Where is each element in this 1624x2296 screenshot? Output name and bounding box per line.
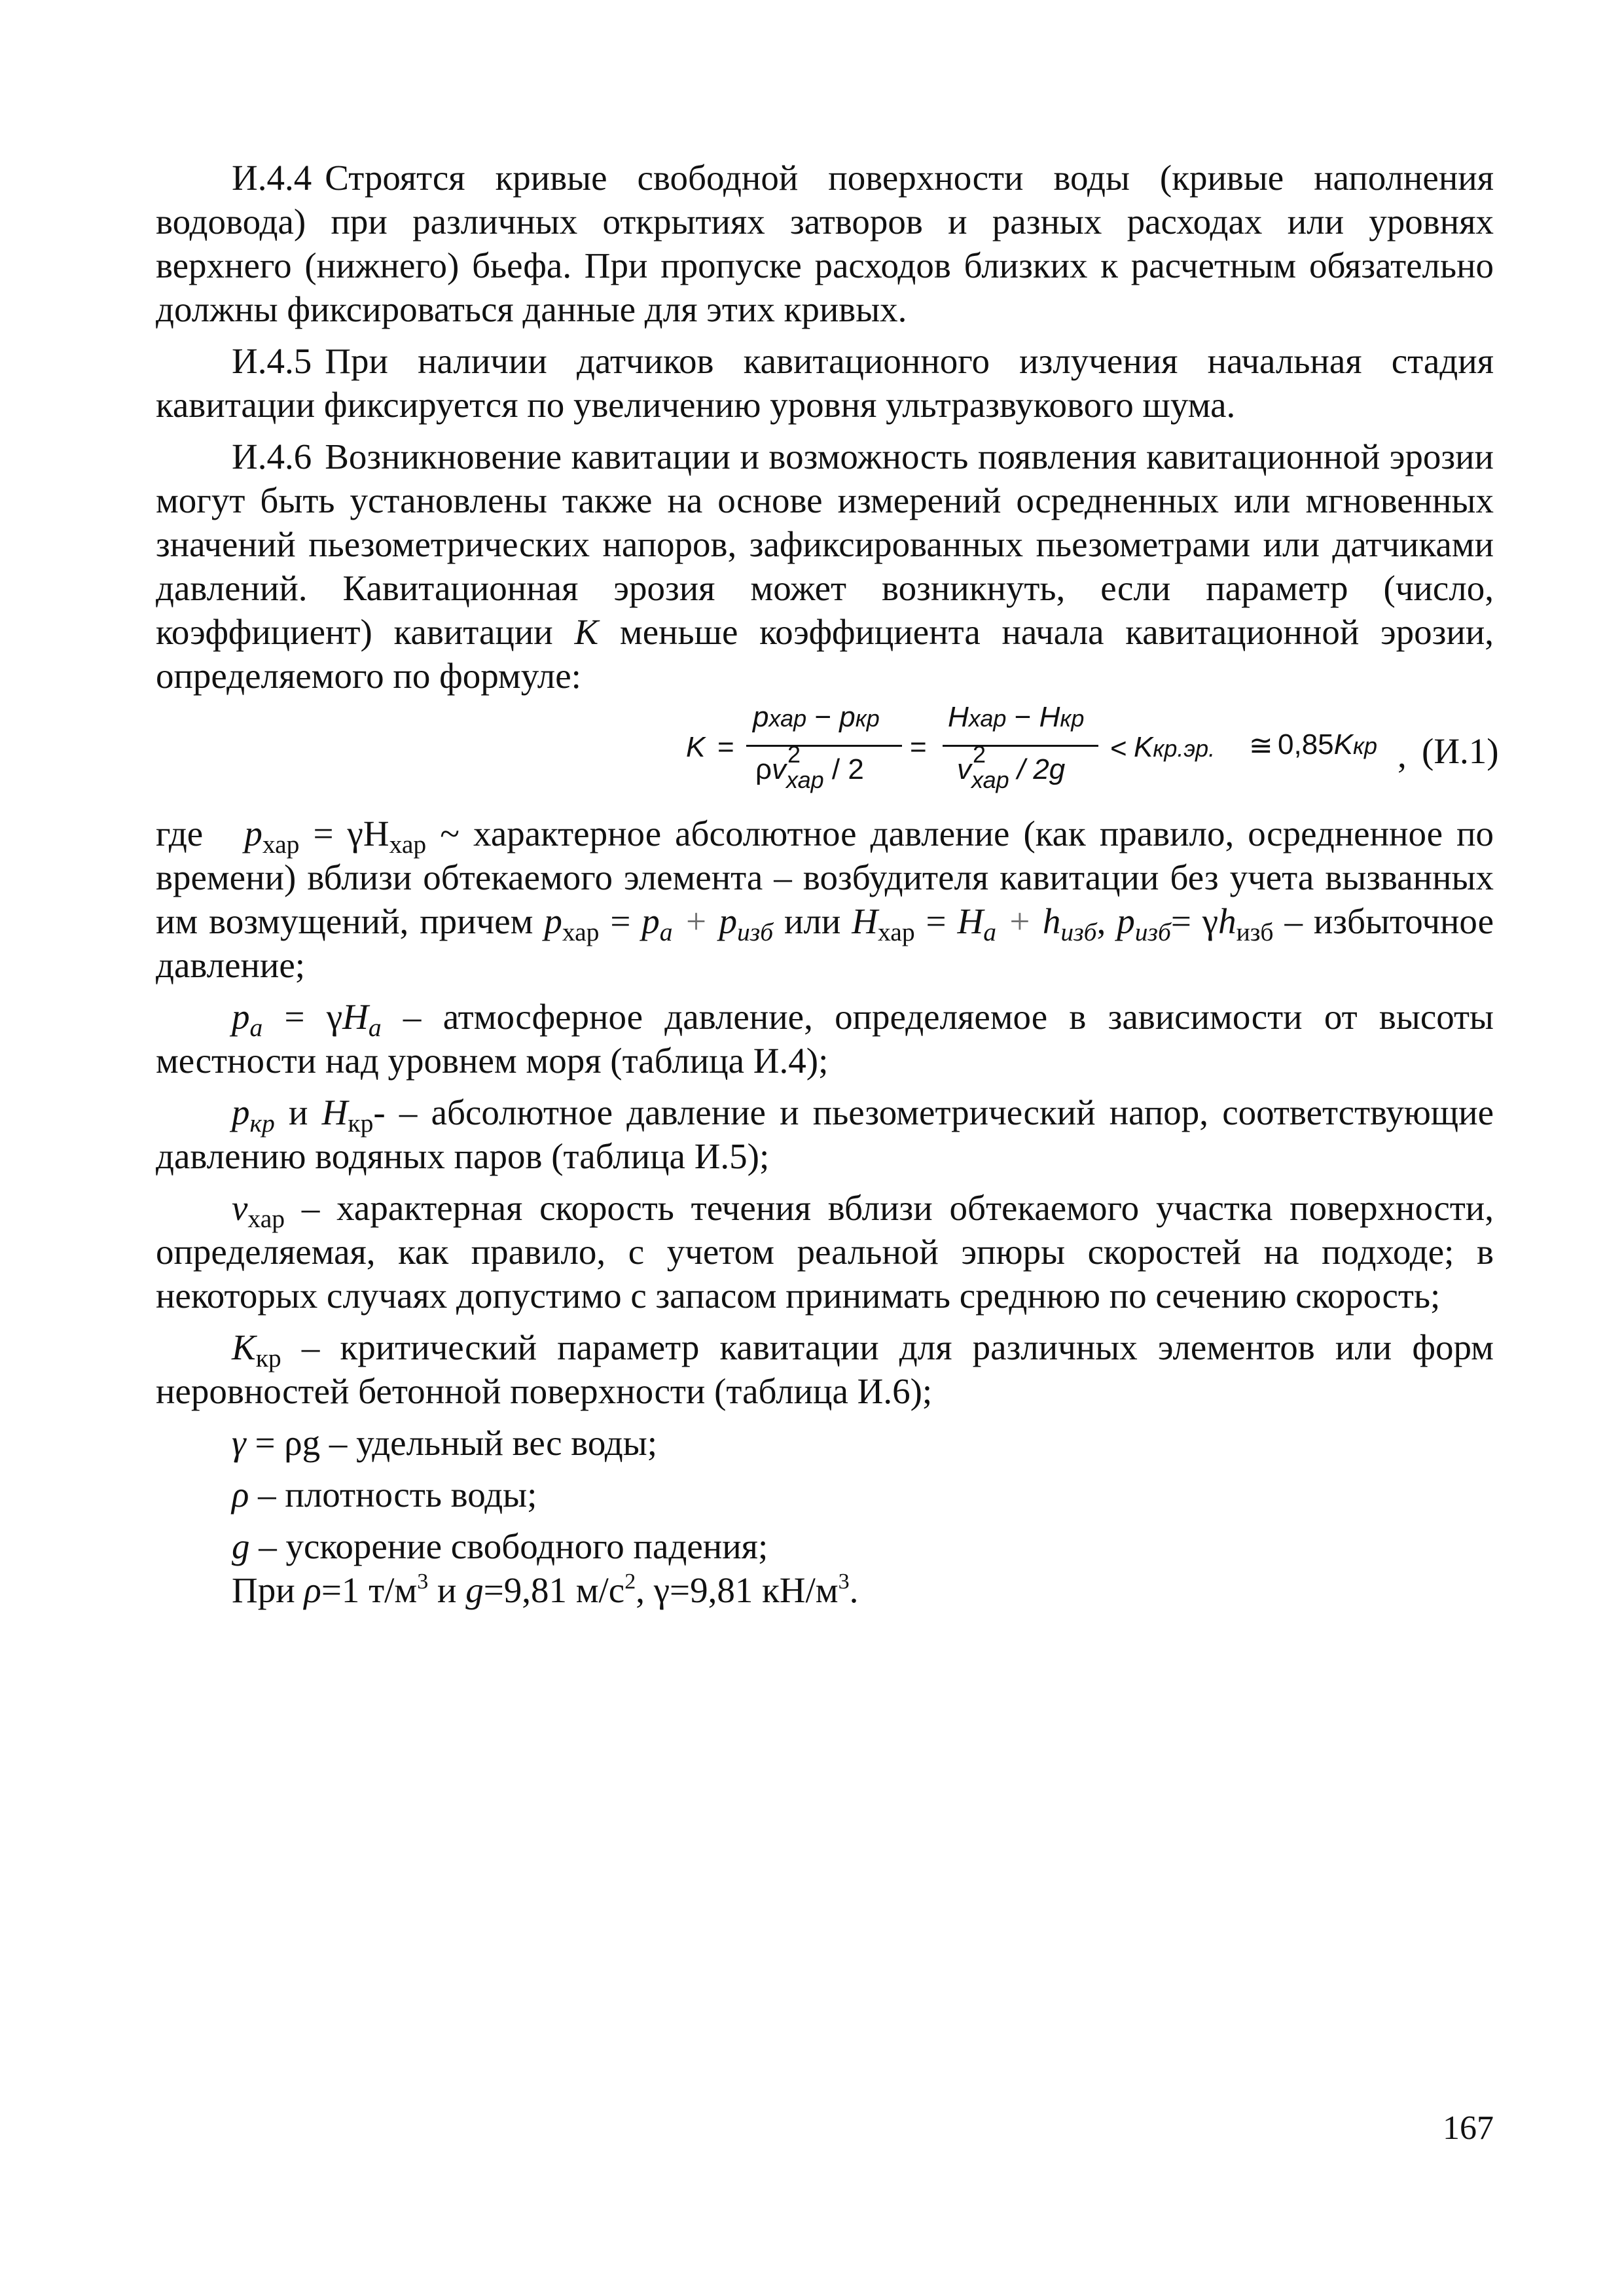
paragraph-i-4-4	[156, 156, 1494, 331]
formula-denominator-2: v 2 $_{хар}$ / 2g	[957, 741, 1066, 793]
definition-rho: ρ – плотность воды;	[232, 1475, 537, 1515]
definition-values: При ρ=1 $т/м^3$ и g=9,81 $м/с^2$, γ=9,81 $кН/м^3$.	[232, 1569, 859, 1610]
formula-numerator-2: Hхар − Hкр	[948, 701, 1085, 733]
page-number: 167	[1443, 2109, 1494, 2147]
formula-k-crit-erosion: Kкр.эр.	[1134, 731, 1216, 763]
paragraph-text: Строятся кривые свободной поверхности воды (кривые наполнения водовода) при различных открытиях затворов и разных расходах или уровнях верхнего (нижнего) бьефа. При пропуске расходов близких к расчетным обязательно должны фиксироваться данные для этих кривых.	[156, 158, 1494, 329]
formula-denominator-1: ρv 2 $_{хар}$ / 2	[755, 741, 864, 793]
definition-gamma: γ = ρg – удельный вес воды;	[232, 1423, 657, 1463]
paragraph-text-continued: меньше коэффициента начала кавитационной эрозии, определяемого по формуле:	[156, 612, 1494, 696]
paragraph-i-4-6	[156, 435, 1494, 698]
formula-comma: ,	[1398, 735, 1407, 775]
definition-v-har: $v_{хар}$ – характерная скорость течения вблизи обтекаемого участка поверхности, определяемая, как правило, с учетом реальной эпюры скоростей на подходе; в некоторых случаях допустимо с запасом принимать среднюю по сечению скорость;	[156, 1188, 1494, 1316]
fraction-bar-1	[746, 745, 902, 747]
formula-numerator-1: pхар − pкр	[753, 701, 880, 733]
paragraph-number: И.4.6	[232, 437, 312, 476]
definition-g: g – ускорение свободного падения;	[232, 1526, 768, 1566]
formula-i-1	[156, 700, 1499, 802]
paragraph-i-4-5	[156, 339, 1494, 427]
formula-approx: ≅	[1249, 730, 1273, 762]
definition-p-a: $p_a = \gamma H_a$ – атмосферное давление, определяемое в зависимости от высоты местности над уровнем моря (таблица И.4);	[156, 997, 1494, 1081]
definition-k-kr: $K_{кр}$ – критический параметр кавитации для различных элементов или форм неровностей бетонной поверхности (таблица И.6);	[156, 1327, 1494, 1411]
formula-equals-1: =	[717, 731, 734, 763]
symbol-k: K	[574, 612, 599, 652]
definition-p-kr: $p_{кр}$ и $H_{кр}-$ – абсолютное давление и пьезометрический напор, соответствующие давлению водяных паров (таблица И.5);	[156, 1092, 1494, 1176]
formula-less-than: <	[1110, 732, 1127, 764]
formula-equals-2: =	[910, 731, 927, 763]
formula-lhs: K	[686, 731, 706, 763]
formula-coefficient: 0,85Kкр	[1278, 728, 1378, 761]
definition-p-har: где $p_{хар} = \gamma Н_{хар}$ ~ характерное абсолютное давление (как правило, осредненное по времени) вблизи обтекаемого элемента – возбудителя кавитации без учета вызванных им возмущений, причем $p_{хар} = p_a + p_{изб}$ или $H_{хар} = H_a + h_{изб}$, $p_{изб}= \gamma h_{изб}$ – избыточное давление;	[156, 814, 1494, 985]
document-body	[156, 156, 1499, 1612]
fraction-bar-2	[943, 745, 1098, 747]
formula-reference: (И.1)	[1422, 731, 1499, 771]
paragraph-number: И.4.4	[232, 158, 312, 198]
paragraph-text: Возникновение кавитации и возможность появления кавитационной эрозии могут быть установлены также на основе измерений осредненных или мгновенных значений пьезометрических напоров, зафиксированных пьезометрами или датчиками давлений. Кавитационная эрозия может возникнуть, если параметр (число, коэффициент) кавитации	[156, 437, 1494, 652]
paragraph-text: При наличии датчиков кавитационного излучения начальная стадия кавитации фиксируется по увеличению уровня ультразвукового шума.	[156, 341, 1494, 425]
paragraph-number: И.4.5	[232, 341, 312, 381]
